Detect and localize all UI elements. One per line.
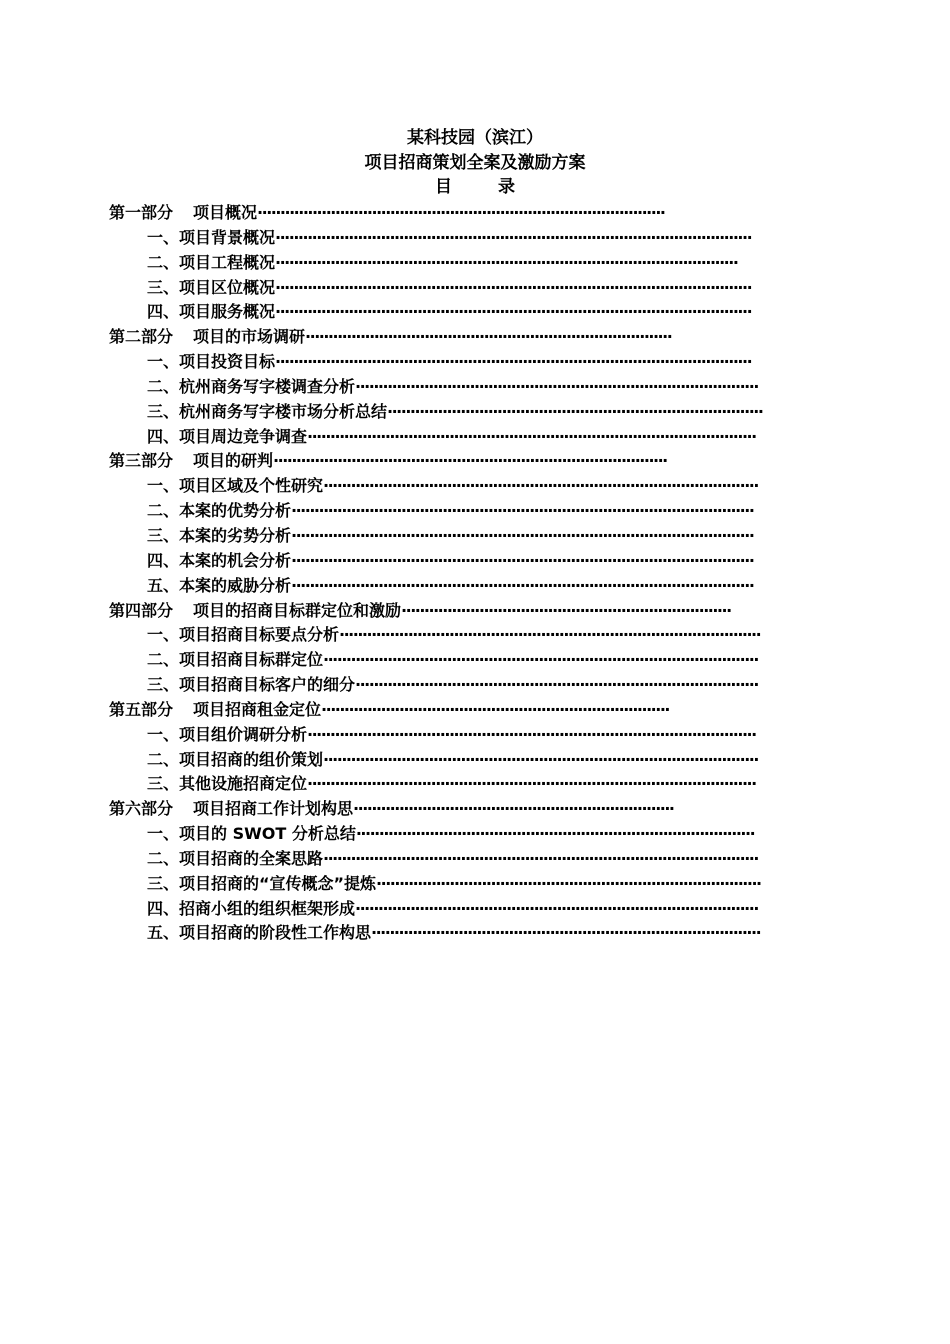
toc-part-number: 第二部分 <box>109 327 174 347</box>
toc-section-entry[interactable] <box>109 623 799 648</box>
dot-leader: ······························································································· <box>323 749 758 769</box>
toc-section-entry[interactable] <box>109 350 799 375</box>
toc-part-number: 第四部分 <box>109 600 174 620</box>
dot-leader: ·································································································· <box>307 774 756 794</box>
toc-section-entry[interactable] <box>109 499 799 524</box>
dot-leader: ············································································ <box>321 699 669 719</box>
toc-section-entry[interactable] <box>109 276 799 301</box>
toc-section-entry[interactable] <box>109 921 799 946</box>
toc-section-title: 四、本案的机会分析 <box>147 550 292 570</box>
toc-section-title: 三、杭州商务写字楼市场分析总结 <box>147 401 388 421</box>
toc-part-title: 项目的市场调研 <box>193 327 306 347</box>
toc-part-entry[interactable] <box>109 325 799 350</box>
toc-section-title: 二、项目招商目标群定位 <box>147 650 324 670</box>
dot-leader: ···························································································· <box>339 625 761 645</box>
dot-leader: ························································································ <box>355 376 758 396</box>
toc-section-title: 五、项目招商的阶段性工作构思 <box>147 923 372 943</box>
toc-part-entry[interactable] <box>109 599 799 624</box>
toc-section-title: 一、项目组价调研分析 <box>147 724 308 744</box>
dot-leader: ················································································ <box>305 327 672 347</box>
toc-section-entry[interactable] <box>109 474 799 499</box>
toc-part-number: 第五部分 <box>109 699 174 719</box>
toc-part-entry[interactable] <box>109 698 799 723</box>
toc-section-title: 二、本案的优势分析 <box>147 501 292 521</box>
toc-part-title: 项目招商租金定位 <box>193 699 322 719</box>
toc-section-title: 五、本案的威胁分析 <box>147 575 292 595</box>
toc-section-title: 二、项目工程概况 <box>147 252 276 272</box>
toc-part-label <box>109 698 321 723</box>
toc-section-title: 二、杭州商务写字楼调查分析 <box>147 376 356 396</box>
dot-leader: ····································································································· <box>291 550 754 570</box>
toc-section-entry[interactable] <box>109 872 799 897</box>
toc-section-entry[interactable] <box>109 748 799 773</box>
toc-heading <box>0 176 950 198</box>
toc-section-entry[interactable] <box>109 772 799 797</box>
toc-part-label <box>109 797 353 822</box>
toc-section-title: 四、项目服务概况 <box>147 302 276 322</box>
toc-part-number: 第一部分 <box>109 203 174 222</box>
dot-leader: ····································································································· <box>291 525 754 545</box>
toc-section-entry[interactable] <box>109 574 799 599</box>
dot-leader: ·································································································· <box>307 724 756 744</box>
toc-part-entry[interactable] <box>109 201 799 226</box>
toc-section-title: 三、项目招商的“宣传概念”提炼 <box>147 873 377 893</box>
toc-section-title: 三、项目区位概况 <box>147 277 276 297</box>
table-of-contents <box>109 201 799 946</box>
toc-section-entry[interactable] <box>109 226 799 251</box>
toc-section-entry[interactable] <box>109 251 799 276</box>
toc-section-entry[interactable] <box>109 673 799 698</box>
dot-leader: ········································································································ <box>275 352 752 372</box>
toc-section-title: 三、本案的劣势分析 <box>147 525 292 545</box>
dot-leader: ······················································································ <box>273 451 667 471</box>
dot-leader: ····································································································· <box>275 252 738 272</box>
toc-section-title: 一、项目背景概况 <box>147 227 276 247</box>
toc-section-title: 三、项目招商目标客户的细分 <box>147 675 356 695</box>
toc-part-number: 第三部分 <box>109 451 174 471</box>
toc-section-entry[interactable] <box>109 897 799 922</box>
toc-section-entry[interactable] <box>109 847 799 872</box>
toc-part-entry[interactable] <box>109 797 799 822</box>
toc-section-title: 一、项目区域及个性研究 <box>147 476 324 496</box>
toc-heading-char-2: 录 <box>498 177 515 197</box>
toc-section-entry[interactable] <box>109 400 799 425</box>
toc-section-title: 二、项目招商的组价策划 <box>147 749 324 769</box>
toc-heading-char-1: 目 <box>435 177 452 197</box>
toc-part-number: 第六部分 <box>109 799 174 819</box>
toc-section-entry[interactable] <box>109 723 799 748</box>
toc-section-title: 一、项目招商目标要点分析 <box>147 625 340 645</box>
toc-part-title: 项目的招商目标群定位和激励 <box>193 600 402 620</box>
toc-part-title: 项目概况 <box>193 203 258 222</box>
dot-leader: ····················································································· <box>371 923 761 943</box>
dot-leader: ······························································································· <box>323 476 758 496</box>
toc-section-title: 四、招商小组的组织框架形成 <box>147 898 356 918</box>
toc-section-entry[interactable] <box>109 549 799 574</box>
dot-leader: ········································································································ <box>275 277 752 297</box>
document-subtitle: 项目招商策划全案及激励方案 <box>364 153 586 173</box>
dot-leader: ····································································································· <box>291 501 754 521</box>
dot-leader: ····································································································· <box>291 575 754 595</box>
toc-part-entry[interactable] <box>109 449 799 474</box>
toc-section-title: 一、项目的 SWOT 分析总结 <box>147 824 356 844</box>
toc-section-entry[interactable] <box>109 524 799 549</box>
dot-leader: ········································································································ <box>275 302 752 322</box>
toc-section-title: 二、项目招商的全案思路 <box>147 848 324 868</box>
toc-part-title: 项目招商工作计划构思 <box>193 799 354 819</box>
toc-section-title: 一、项目投资目标 <box>147 352 276 372</box>
toc-part-label <box>109 325 305 350</box>
dot-leader: ························································································· <box>257 203 665 222</box>
dot-leader: ········································································································ <box>275 227 752 247</box>
dot-leader: ························································································ <box>355 898 758 918</box>
dot-leader: ······························································································· <box>323 848 758 868</box>
document-title: 某科技园（滨江） <box>407 128 543 148</box>
toc-part-title: 项目的研判 <box>193 451 274 471</box>
dot-leader: ·················································································· <box>387 401 763 421</box>
dot-leader: ························································································ <box>355 675 758 695</box>
toc-part-label <box>109 599 401 624</box>
dot-leader: ···················································································· <box>376 873 761 893</box>
dot-leader: ········································································ <box>401 600 731 620</box>
dot-leader: ······························································································· <box>323 650 758 670</box>
toc-section-entry[interactable] <box>109 300 799 325</box>
dot-leader: ······································································ <box>353 799 674 819</box>
toc-section-entry[interactable] <box>109 822 799 847</box>
toc-section-entry[interactable] <box>109 648 799 673</box>
toc-section-entry[interactable] <box>109 375 799 400</box>
dot-leader: ······················································································· <box>355 824 755 844</box>
dot-leader: ·································································································· <box>307 426 756 446</box>
toc-part-label <box>109 201 257 226</box>
toc-section-entry[interactable] <box>109 425 799 450</box>
toc-part-label <box>109 449 273 474</box>
toc-section-title: 三、其他设施招商定位 <box>147 774 308 794</box>
toc-section-title: 四、项目周边竞争调查 <box>147 426 308 446</box>
